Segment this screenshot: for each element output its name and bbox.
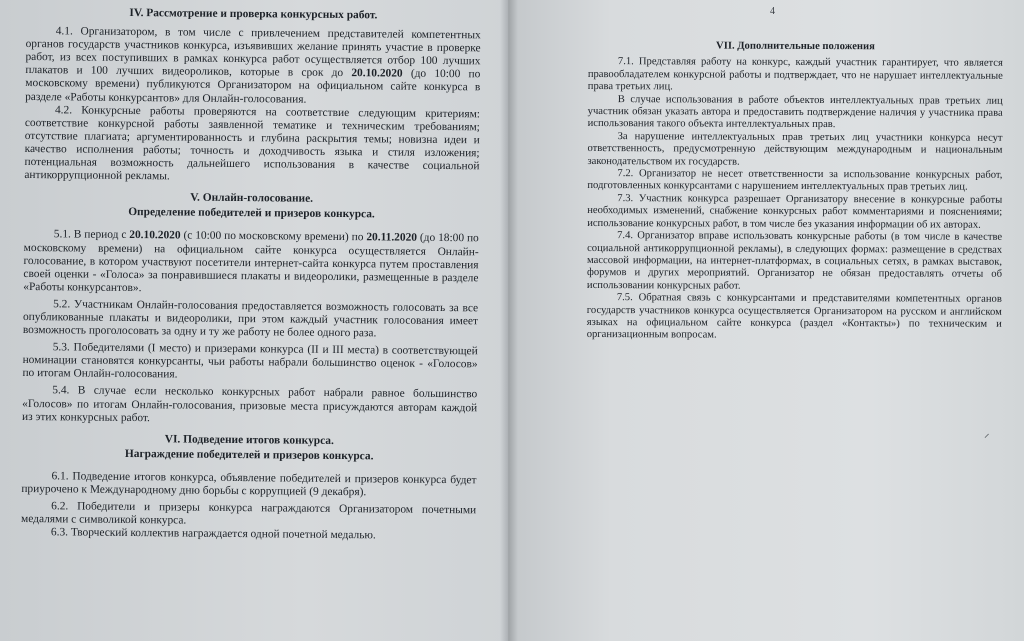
- paragraph-4-1-part-a: 4.1. Организатором, в том числе с привлечением представителей компетентных органов государств участников конкурса, изъявивших желание принять участие в проверке работ, из всех поступивших в рамках конкурса работ осуществляется отбор 100 лучших плакатов и 100 лучших видеороликов, которые в срок до: [25, 25, 481, 80]
- paragraph-7-1-third: За нарушение интеллектуальных прав третьих лиц участники конкурса несут ответственность, предусмотренную действующим международным и национальным законодательством их государств.: [587, 130, 1003, 168]
- section-5-heading-line-2: Определение победителей и призеров конкурса.: [128, 206, 375, 221]
- paragraph-5-1-date-start: 20.10.2020: [129, 229, 181, 242]
- paragraph-5-1-part-a: 5.1. В период с: [53, 228, 130, 242]
- paragraph-4-2: 4.2. Конкурсные работы проверяются на соответствие следующим критериям: соответствие конкурсной работы заявленной тематике и техническим требованиям; отсутствие плагиата; аргументированность и глубина раскрытия темы; новизна идеи и качество исполнения работы; точность и доходчивость языка и стиля изложения; потенциальная возможность дальнейшего использования в качестве социальной антикоррупционной рекламы.: [24, 103, 481, 183]
- paragraph-5-3: 5.3. Победителями (I место) и призерами конкурса (II и III места) в соответствующей номинации становятся конкурсанты, чьи работы набрали большинство оценок - «Голосов» по итогам Онлайн-голосования.: [22, 341, 478, 381]
- section-6-heading-line-1: VI. Подведение итогов конкурса.: [164, 433, 334, 447]
- section-4-heading: IV. Рассмотрение и проверка конкурсных работ.: [129, 6, 378, 22]
- right-page: [508, 0, 1024, 641]
- paragraph-7-1: 7.1. Представляя работу на конкурс, каждый участник гарантирует, что является правообладателем конкурсной работы и подтверждает, что не нарушает интеллектуальные права третьих лиц.: [587, 56, 1003, 93]
- paragraph-5-1-date-end: 20.11.2020: [366, 231, 418, 245]
- paragraph-6-1: 6.1. Подведение итогов конкурса, объявление победителей и призеров конкурса будет приурочено к Международному дню борьбы с коррупцией (9 декабря).: [21, 470, 477, 499]
- paragraph-4-1: [25, 25, 481, 108]
- page-number: 4: [770, 6, 775, 17]
- paragraph-6-2: 6.2. Победители и призеры конкурса награждаются Организатором почетными медалями с символикой конкурса.: [21, 500, 477, 527]
- section-6-heading-line-2: Награждение победителей и призеров конкурса.: [124, 447, 374, 463]
- paragraph-7-2: 7.2. Организатор не несет ответственности за использование конкурсных работ, подготовленных конкурсантами с нарушением интеллектуальных прав третьих лиц.: [587, 168, 1003, 194]
- paragraph-5-4: 5.4. В случае если несколько конкурсных работ набрали равное большинство «Голосов» по итогам Онлайн-голосования, призовые места присуждаются авторам каждой из этих конкурсных работ.: [22, 384, 478, 424]
- section-7-heading: VII. Дополнительные положения: [716, 40, 875, 53]
- left-page-text: [21, 6, 481, 544]
- paragraph-7-5: 7.5. Обратная связь с конкурсантами и представителями компетентных органов государств участников конкурса осуществляется Организатором на русском и английском языках на официальном сайте конкурса (раздел «Контакты») по техническим и организационным вопросам.: [586, 292, 1002, 341]
- pen-mark: ⸝: [984, 428, 990, 440]
- paragraph-5-1-part-c: (до 18:00 по московскому времени) на официальном сайте конкурса осуществляется Онлайн-голосование, в котором участвуют посетители интернет-сайта конкурса путем проставления своей оценки - «Голоса» за понравившиеся плакаты и видеоролики, размещенные в разделе «Работы конкурсантов».: [23, 232, 479, 294]
- paragraph-4-1-part-b: (до 10:00 по московскому времени) публикуются Организатором на официальном сайте конкурса в разделе «Работы конкурсантов» для Онлайн-голосования.: [25, 67, 481, 106]
- left-page: [0, 0, 508, 641]
- paragraph-6-3: 6.3. Творческий коллектив награждается одной почетной медалью.: [50, 526, 376, 542]
- paragraph-7-1-second: В случае использования в работе объектов интеллектуальных прав третьих лиц участник обязан указать автора и предоставить подтверждение наличия у участника права использования такого объекта интеллектуальных прав.: [587, 93, 1003, 131]
- paragraph-5-2: 5.2. Участникам Онлайн-голосования предоставляется возможность голосовать за все опубликованные плакаты и видеоролики, при этом каждый участник голосования имеет возможность проголосовать за одну и ту же работу не более одного раза.: [22, 298, 479, 340]
- right-page-text: [587, 40, 1003, 344]
- paragraph-5-1-part-b: (с 10:00 по московскому времени) по: [180, 229, 367, 244]
- paragraph-7-4: 7.4. Организатор вправе использовать конкурсные работы (в том числе в качестве социальной антикоррупционной рекламы), в следующих формах: размещение в средствах массовой информации, на интернет-платформах, в социальных сетях, в рамках выставок, форумов и других мероприятий. Организатор не обязан предоставлять отчеты об использовании конкурсных работ.: [586, 230, 1003, 292]
- paragraph-5-1: [23, 228, 479, 298]
- paragraph-4-1-date: 20.10.2020: [351, 67, 403, 80]
- section-5-heading-line-1: V. Онлайн-голосование.: [190, 191, 314, 205]
- paragraph-7-3: 7.3. Участник конкурса разрешает Организатору внесение в конкурсные работы необходимых изменений, снабжение конкурсных работ комментариями и пояснениями; использование конкурсных работ, в том числе без указания информации об их авторах.: [587, 193, 1003, 231]
